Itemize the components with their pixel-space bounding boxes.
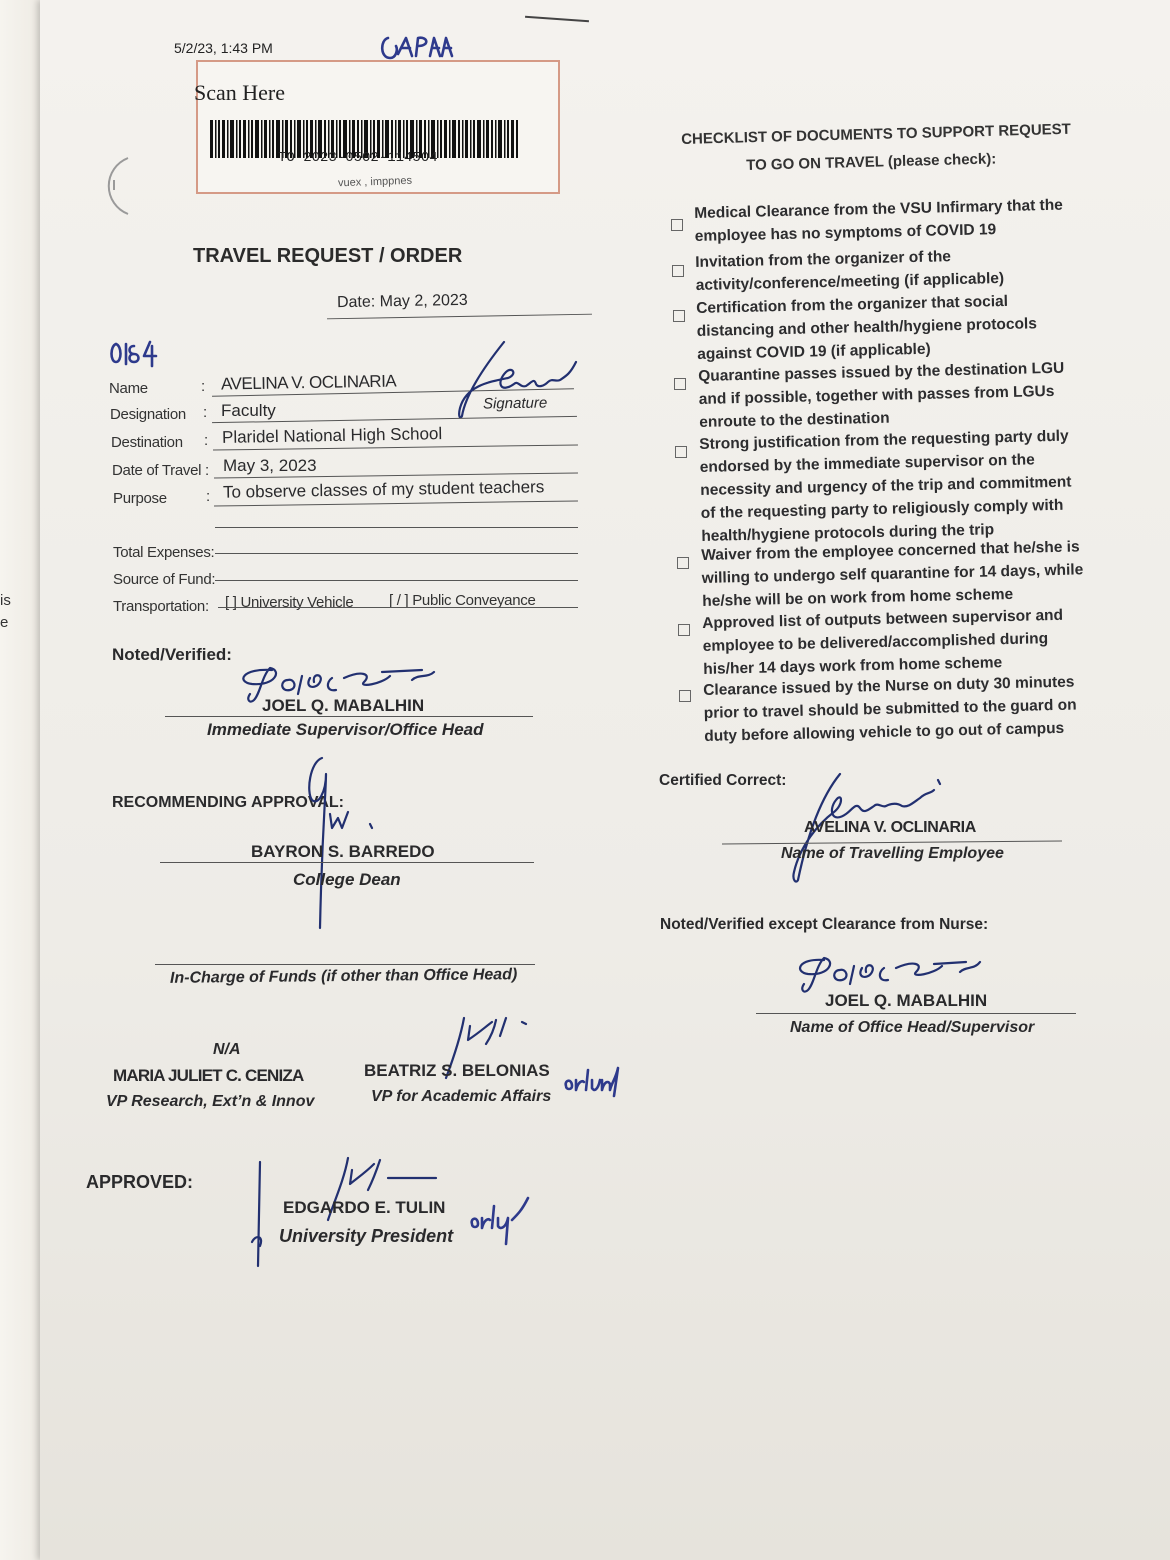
barcode-number: TO-2023-0502-114504 <box>278 150 438 166</box>
approved-label: APPROVED: <box>86 1172 194 1192</box>
field-colon: : <box>206 488 210 505</box>
purpose-label: Purpose <box>113 490 167 507</box>
checklist-checkbox[interactable] <box>678 624 690 636</box>
signature-label: Signature <box>482 394 548 413</box>
president-name: EDGARDO E. TULIN <box>283 1198 446 1217</box>
in-charge-role: In-Charge of Funds (if other than Office Head) <box>169 966 518 987</box>
noted-label: Noted/Verified: <box>112 645 232 664</box>
handwritten-reference-number <box>108 338 170 370</box>
checklist-item: Waiver from the employee concerned that he/she is willing to undergo self quarantine for 14 days, while he/she will be on work from home scheme <box>701 538 1084 610</box>
vp-research-name: MARIA JULIET C. CENIZA <box>113 1066 304 1085</box>
checklist-checkbox[interactable] <box>673 310 685 322</box>
stamp-timestamp: 5/2/23, 1:43 PM <box>174 40 273 56</box>
source-of-fund-label: Source of Fund: <box>113 571 216 588</box>
office-head-underline <box>756 1013 1076 1014</box>
transportation-underline <box>218 607 578 608</box>
checklist-item: Quarantine passes issued by the destination LGU and if possible, together with passes from LGUs enroute to the destination <box>698 359 1065 431</box>
checklist-checkbox[interactable] <box>679 690 691 702</box>
date-of-travel-label: Date of Travel : <box>112 462 209 479</box>
date-field <box>337 292 468 312</box>
president-note-text <box>468 1190 469 1191</box>
checklist-item: Invitation from the organizer of the activity/conference/meeting (if applicable) <box>695 248 1005 294</box>
vp-research-role: VP Research, Ext’n & Innov <box>106 1093 315 1110</box>
destination-label: Destination <box>111 434 183 451</box>
destination-value: Plaridel National High School <box>221 424 443 447</box>
vp-academic-handwritten-note <box>562 1056 622 1100</box>
purpose-underline-2 <box>215 527 578 528</box>
designation-value: Faculty <box>221 401 276 420</box>
employee-name: AVELINA V. OCLINARIA <box>804 819 976 836</box>
name-value: AVELINA V. OCLINARIA <box>220 371 397 394</box>
vp-research-note: N/A <box>213 1041 241 1058</box>
field-colon: : <box>203 404 207 421</box>
president-role: University President <box>279 1226 454 1246</box>
designation-label: Designation <box>110 406 186 423</box>
dean-underline <box>160 862 534 863</box>
checklist-title-line-2: TO GO ON TRAVEL (please check): <box>746 150 997 174</box>
in-charge-underline <box>155 964 535 965</box>
date-of-travel-value: May 3, 2023 <box>223 456 317 475</box>
source-of-fund-underline <box>215 580 578 581</box>
transport-option-public-conveyance: [ / ] Public Conveyance <box>389 592 536 609</box>
checklist-checkbox[interactable] <box>675 446 687 458</box>
supervisor-name: JOEL Q. MABALHIN <box>262 696 425 715</box>
checklist-checkbox[interactable] <box>671 219 683 231</box>
transport-option-university-vehicle: [ ] University Vehicle <box>225 594 354 611</box>
supervisor-role: Immediate Supervisor/Office Head <box>207 720 484 739</box>
recommending-label: RECOMMENDING APPROVAL: <box>112 794 344 811</box>
employee-role: Name of Travelling Employee <box>781 845 1004 862</box>
vp-academic-note-text <box>562 1056 563 1057</box>
total-expenses-underline <box>215 553 578 554</box>
checklist-item: Clearance issued by the Nurse on duty 30 minutes prior to travel should be submitted to the guard on duty before allowing vehicle to go out of campus <box>703 673 1077 745</box>
field-colon: : <box>201 378 205 395</box>
university-seal-fragment <box>100 150 170 220</box>
scan-label: Scan Here <box>194 80 286 105</box>
checklist-item: Approved list of outputs between supervisor and employee to be delivered/accomplished during his/her 14 days work from home scheme <box>702 606 1064 678</box>
certified-label: Certified Correct: <box>659 772 787 789</box>
dean-name: BAYRON S. BARREDO <box>251 842 435 861</box>
vp-academic-role: VP for Academic Affairs <box>371 1088 552 1105</box>
vp-academic-name: BEATRIZ S. BELONIAS <box>364 1061 550 1080</box>
date-value: May 2, 2023 <box>379 291 468 311</box>
name-label: Name <box>109 380 148 397</box>
transportation-label: Transportation: <box>113 598 209 615</box>
form-title: TRAVEL REQUEST / ORDER <box>193 245 463 267</box>
checklist-item: Medical Clearance from the VSU Infirmary that the employee has no symptoms of COVID 19 <box>694 196 1064 245</box>
checklist-item: Certification from the organizer that social distancing and other health/hygiene protocols against COVID 19 (if applicable) <box>696 292 1038 363</box>
office-head-name: JOEL Q. MABALHIN <box>825 991 988 1010</box>
left-sheet-fragment: is <box>0 592 11 609</box>
checklist-checkbox[interactable] <box>672 265 684 277</box>
total-expenses-label: Total Expenses: <box>113 544 215 561</box>
left-sheet-fragment: e <box>0 614 9 631</box>
office-head-role: Name of Office Head/Supervisor <box>790 1019 1035 1036</box>
checklist-title-line-1: CHECKLIST OF DOCUMENTS TO SUPPORT REQUEST <box>681 120 1072 148</box>
president-handwritten-note <box>468 1190 532 1246</box>
reference-number-text <box>108 338 109 339</box>
supervisor-underline <box>165 716 533 717</box>
field-colon: : <box>204 432 208 449</box>
date-label: Date: <box>336 293 376 312</box>
noted-except-label: Noted/Verified except Clearance from Nurse: <box>660 916 989 933</box>
checklist-checkbox[interactable] <box>677 557 689 569</box>
checklist-checkbox[interactable] <box>674 378 686 390</box>
dean-role: College Dean <box>293 870 401 889</box>
checklist-item: Strong justification from the requesting party duly endorsed by the immediate supervisor on the necessity and urgency of the trip and commitment of the requesting party to religiously comply with health/hygiene protocols during the trip <box>699 427 1072 545</box>
purpose-value: To observe classes of my student teachers <box>222 477 545 502</box>
cut-header-text: vuex , imppnes <box>337 174 413 190</box>
